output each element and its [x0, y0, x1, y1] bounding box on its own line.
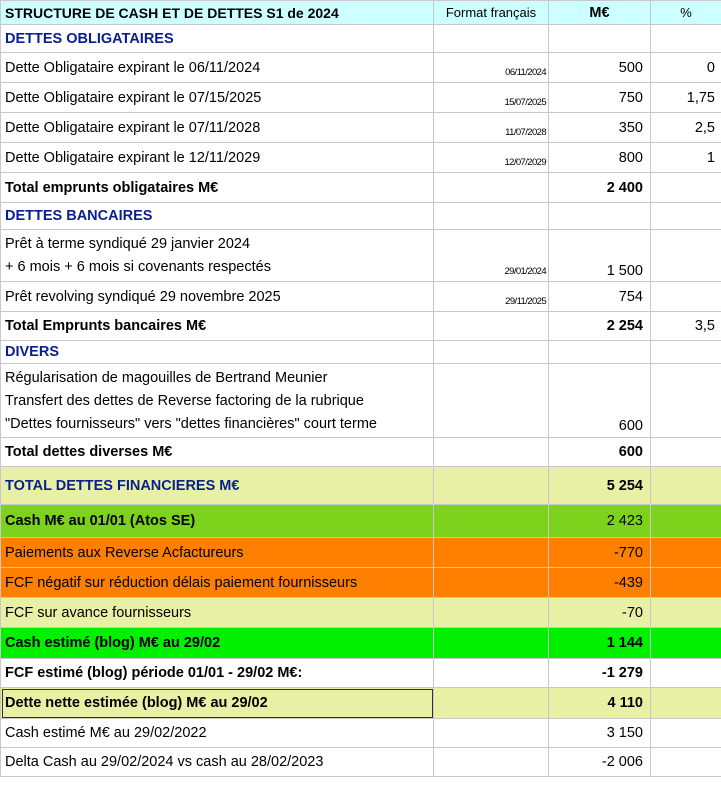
section-bonds[interactable]: DETTES OBLIGATAIRES: [1, 25, 434, 53]
empty-cell[interactable]: [434, 203, 549, 230]
empty-cell[interactable]: [651, 230, 721, 282]
section-bank[interactable]: DETTES BANCAIRES: [1, 203, 434, 230]
bonds-total-label[interactable]: Total emprunts obligataires M€: [1, 173, 434, 203]
format-column-header[interactable]: Format français: [434, 1, 549, 25]
misc-line3: "Dettes fournisseurs" vers "dettes financières" court terme: [5, 415, 377, 432]
bond-value[interactable]: 500: [549, 53, 651, 83]
net-debt-row: [1, 688, 721, 719]
table-row: [1, 364, 721, 438]
bond-label[interactable]: Dette Obligataire expirant le 07/11/2028: [1, 113, 434, 143]
reverse-value[interactable]: -770: [549, 538, 651, 568]
empty-cell[interactable]: [651, 282, 721, 312]
empty-cell[interactable]: [434, 25, 549, 53]
cash-est-value[interactable]: 1 144: [549, 628, 651, 659]
cash-start-label[interactable]: Cash M€ au 01/01 (Atos SE): [1, 505, 434, 538]
cash-2022-value[interactable]: 3 150: [549, 719, 651, 748]
section-row-bank: [1, 203, 721, 230]
bond-pct[interactable]: 1: [651, 143, 721, 173]
fcf-adv-value[interactable]: -70: [549, 598, 651, 628]
term-loan-line1: Prêt à terme syndiqué 29 janvier 2024: [5, 236, 251, 252]
empty-cell[interactable]: [549, 341, 651, 364]
bond-date[interactable]: 11/07/2028: [434, 113, 549, 143]
total-debt-label[interactable]: TOTAL DETTES FINANCIERES M€: [1, 467, 434, 505]
term-loan-date[interactable]: 29/01/2024: [434, 230, 549, 282]
bond-value[interactable]: 350: [549, 113, 651, 143]
table-row: [1, 53, 721, 83]
empty-cell[interactable]: [651, 688, 721, 719]
empty-cell[interactable]: [651, 203, 721, 230]
cash-start-row: [1, 505, 721, 538]
bond-label[interactable]: Dette Obligataire expirant le 12/11/2029: [1, 143, 434, 173]
fcf-negative-row: [1, 568, 721, 598]
empty-cell[interactable]: [434, 312, 549, 341]
bond-value[interactable]: 750: [549, 83, 651, 113]
empty-cell[interactable]: [434, 467, 549, 505]
pct-column-header[interactable]: %: [651, 1, 721, 25]
fcf-neg-label[interactable]: FCF négatif sur réduction délais paiement fournisseurs: [1, 568, 434, 598]
empty-cell[interactable]: [651, 505, 721, 538]
bond-date[interactable]: 15/07/2025: [434, 83, 549, 113]
bond-date[interactable]: 12/07/2029: [434, 143, 549, 173]
empty-cell[interactable]: [434, 538, 549, 568]
misc-total-label[interactable]: Total dettes diverses M€: [1, 438, 434, 467]
empty-cell[interactable]: [549, 25, 651, 53]
misc-total-value[interactable]: 600: [549, 438, 651, 467]
cash-estimate-row: [1, 628, 721, 659]
reverse-factoring-row: [1, 538, 721, 568]
misc-value[interactable]: 600: [549, 364, 651, 438]
term-loan-value[interactable]: 1 500: [549, 230, 651, 282]
empty-cell[interactable]: [549, 203, 651, 230]
empty-cell[interactable]: [434, 719, 549, 748]
bond-pct[interactable]: 1,75: [651, 83, 721, 113]
misc-line2: Transfert des dettes de Reverse factoring de la rubrique: [5, 392, 364, 409]
header-row: [1, 1, 721, 25]
total-row-misc: [1, 438, 721, 467]
bond-label[interactable]: Dette Obligataire expirant le 07/15/2025: [1, 83, 434, 113]
section-row-misc: [1, 341, 721, 364]
bank-total-value[interactable]: 2 254: [549, 312, 651, 341]
table-row: [1, 230, 721, 282]
empty-cell[interactable]: [651, 538, 721, 568]
total-debt-row: [1, 467, 721, 505]
empty-cell[interactable]: [651, 568, 721, 598]
empty-cell[interactable]: [651, 438, 721, 467]
term-loan-label[interactable]: [1, 230, 434, 282]
empty-cell[interactable]: [434, 688, 549, 719]
cash-start-value[interactable]: 2 423: [549, 505, 651, 538]
empty-cell[interactable]: [651, 25, 721, 53]
cash-2022-row: [1, 719, 721, 748]
empty-cell[interactable]: [651, 173, 721, 203]
empty-cell[interactable]: [434, 438, 549, 467]
table-row: [1, 143, 721, 173]
bond-pct[interactable]: 0: [651, 53, 721, 83]
empty-cell[interactable]: [651, 341, 721, 364]
section-misc[interactable]: DIVERS: [1, 341, 434, 364]
empty-cell[interactable]: [434, 598, 549, 628]
sheet-title[interactable]: STRUCTURE DE CASH ET DE DETTES S1 de 2024: [1, 1, 434, 25]
delta-value[interactable]: -2 006: [549, 748, 651, 777]
empty-cell[interactable]: [651, 364, 721, 438]
fcf-neg-value[interactable]: -439: [549, 568, 651, 598]
misc-line1: Régularisation de magouilles de Bertrand Meunier: [5, 369, 328, 386]
empty-cell[interactable]: [651, 719, 721, 748]
total-row-bank: [1, 312, 721, 341]
empty-cell[interactable]: [434, 568, 549, 598]
net-debt-label[interactable]: Dette nette estimée (blog) M€ au 29/02: [1, 688, 434, 719]
fcf-period-row: [1, 659, 721, 688]
empty-cell[interactable]: [651, 659, 721, 688]
bond-value[interactable]: 800: [549, 143, 651, 173]
misc-label[interactable]: [1, 364, 434, 438]
total-row-bonds: [1, 173, 721, 203]
empty-cell[interactable]: [434, 505, 549, 538]
bond-pct[interactable]: 2,5: [651, 113, 721, 143]
table-row: [1, 282, 721, 312]
total-debt-value[interactable]: 5 254: [549, 467, 651, 505]
fcf-adv-label[interactable]: FCF sur avance fournisseurs: [1, 598, 434, 628]
net-debt-value[interactable]: 4 110: [549, 688, 651, 719]
empty-cell[interactable]: [434, 659, 549, 688]
unit-column-header[interactable]: M€: [549, 1, 651, 25]
bonds-total-value[interactable]: 2 400: [549, 173, 651, 203]
empty-cell[interactable]: [651, 748, 721, 777]
bond-date[interactable]: 06/11/2024: [434, 53, 549, 83]
revolving-date[interactable]: 29/11/2025: [434, 282, 549, 312]
reverse-label[interactable]: Paiements aux Reverse Acfactureurs: [1, 538, 434, 568]
delta-label[interactable]: Delta Cash au 29/02/2024 vs cash au 28/02/2023: [1, 748, 434, 777]
fcf-period-label[interactable]: FCF estimé (blog) période 01/01 - 29/02 M€:: [1, 659, 434, 688]
fcf-period-value[interactable]: -1 279: [549, 659, 651, 688]
empty-cell[interactable]: [434, 364, 549, 438]
delta-cash-row: [1, 748, 721, 777]
table-row: [1, 113, 721, 143]
empty-cell[interactable]: [651, 598, 721, 628]
fcf-advance-row: [1, 598, 721, 628]
revolving-label[interactable]: Prêt revolving syndiqué 29 novembre 2025: [1, 282, 434, 312]
table-row: [1, 83, 721, 113]
cash-2022-label[interactable]: Cash estimé M€ au 29/02/2022: [1, 719, 434, 748]
cash-est-label[interactable]: Cash estimé (blog) M€ au 29/02: [1, 628, 434, 659]
bond-label[interactable]: Dette Obligataire expirant le 06/11/2024: [1, 53, 434, 83]
bank-total-label[interactable]: Total Emprunts bancaires M€: [1, 312, 434, 341]
empty-cell[interactable]: [434, 341, 549, 364]
empty-cell[interactable]: [651, 467, 721, 505]
term-loan-line2: + 6 mois + 6 mois si covenants respectés: [5, 259, 271, 275]
empty-cell[interactable]: [434, 628, 549, 659]
section-row-bonds: [1, 25, 721, 53]
empty-cell[interactable]: [434, 173, 549, 203]
revolving-value[interactable]: 754: [549, 282, 651, 312]
bank-total-pct[interactable]: 3,5: [651, 312, 721, 341]
empty-cell[interactable]: [434, 748, 549, 777]
empty-cell[interactable]: [651, 628, 721, 659]
